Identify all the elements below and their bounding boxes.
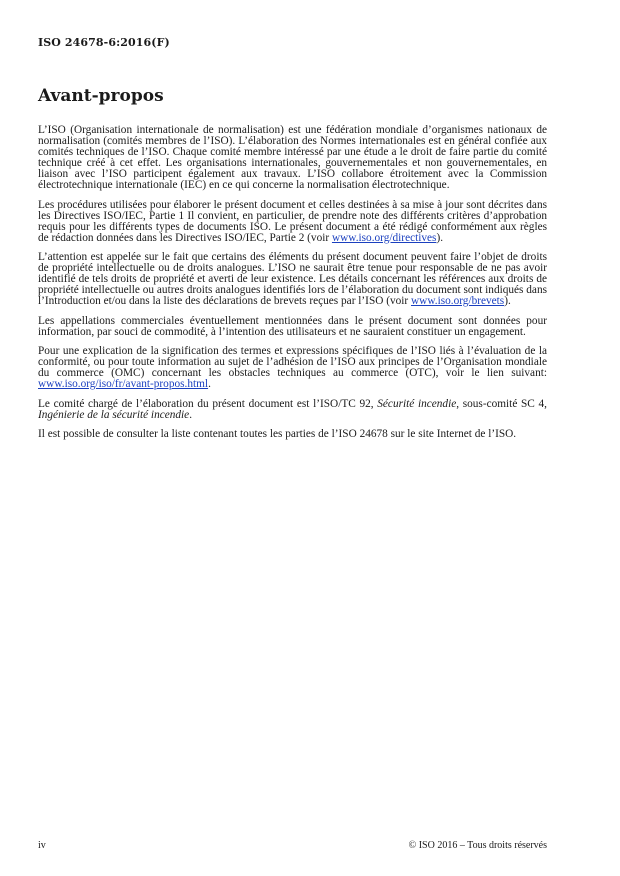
paragraph-iso-intro: L’ISO (Organisation internationale de normalisation) est une fédération mondiale d’organismes nationaux de normalisation (comités membres de l’ISO). L’élaboration des Normes internationales est en général confiée aux comités techniques de l’ISO. Chaque comité membre intéressé par une étude a le droit de faire partie du comité technique créé à cet effet. Les organisations internationales, gouvernementales et non gouvernementales, en liaison avec l’ISO participent également aux travaux. L’ISO collabore étroitement avec la Commission électrotechnique internationale (IEC) en ce qui concerne la normalisation électrotechnique. — [38, 124, 547, 191]
paragraph-conformity-text: Pour une explication de la signification des termes et expressions spécifiques de l’ISO liés à l’évaluation de la conformité, ou pour toute information au sujet de l’adhésion de l’ISO aux principes de l’Organisation mondiale du commerce (OMC) concernant les obstacles techniques au commerce (OTC), voir le lien suivant: — [38, 345, 547, 379]
page-title: Avant-propos — [38, 86, 164, 106]
copyright-notice: © ISO 2016 – Tous droits réservés — [408, 840, 547, 851]
paragraph-parts-list: Il est possible de consulter la liste contenant toutes les parties de l’ISO 24678 sur le site Internet de l’ISO. — [38, 428, 517, 440]
foreword-body — [38, 125, 547, 449]
committee-text-a: Le comité chargé de l’élaboration du présent document est l’ISO/TC 92, — [38, 397, 378, 410]
paragraph-procedures-end: ). — [436, 231, 444, 244]
paragraph-committee — [38, 399, 547, 421]
committee-text-b: , sous-comité SC 4, — [456, 397, 547, 410]
patents-link[interactable]: www.iso.org/brevets — [411, 295, 505, 307]
paragraph-conformity-end: . — [208, 378, 211, 390]
foreword-link[interactable]: www.iso.org/iso/fr/avant-propos.html — [38, 378, 209, 390]
page-number: iv — [38, 840, 46, 851]
paragraph-procedures-text: Les procédures utilisées pour élaborer le présent document et celles destinées à sa mise à jour sont décrites dans les Directives ISO/IEC, Partie 1 Il convient, en particulier, de prendre note des différents critères d’approbation requis pour les différents types de documents ISO. Le présent document a été rédigé conformément aux règles de rédaction données dans les Directives ISO/IEC, Partie 2 (voir — [38, 198, 547, 244]
paragraph-patents-text: L’attention est appelée sur le fait que certains des éléments du présent document peuvent faire l’objet de droits de propriété intellectuelle ou de droits analogues. L’ISO ne saurait être tenue pour responsable de ne pas avoir identifié de tels droits de propriété et averti de leur existence. Les détails concernant les références aux droits de propriété intellectuelle ou autres droits analogues identifiés lors de l’élaboration du document sont indiqués dans l’Introduction et/ou dans la liste des déclarations de brevets reçues par l’ISO (voir — [38, 251, 547, 307]
paragraph-conformity — [38, 346, 547, 390]
paragraph-trade-names: Les appellations commerciales éventuellement mentionnées dans le présent document sont données pour information, par souci de commodité, à l’intention des utilisateurs et ne sauraient constituer un engagement. — [38, 314, 547, 338]
subcommittee-title: Ingénierie de la sécurité incendie — [38, 408, 190, 421]
committee-text-end: . — [189, 408, 193, 421]
document-id-header: ISO 24678-6:2016(F) — [38, 36, 170, 49]
committee-title: Sécurité incendie — [377, 397, 457, 410]
paragraph-patents-end: ). — [504, 295, 511, 307]
paragraph-procedures — [38, 200, 547, 244]
paragraph-patents — [38, 252, 547, 307]
directives-link[interactable]: www.iso.org/directives — [331, 231, 437, 244]
